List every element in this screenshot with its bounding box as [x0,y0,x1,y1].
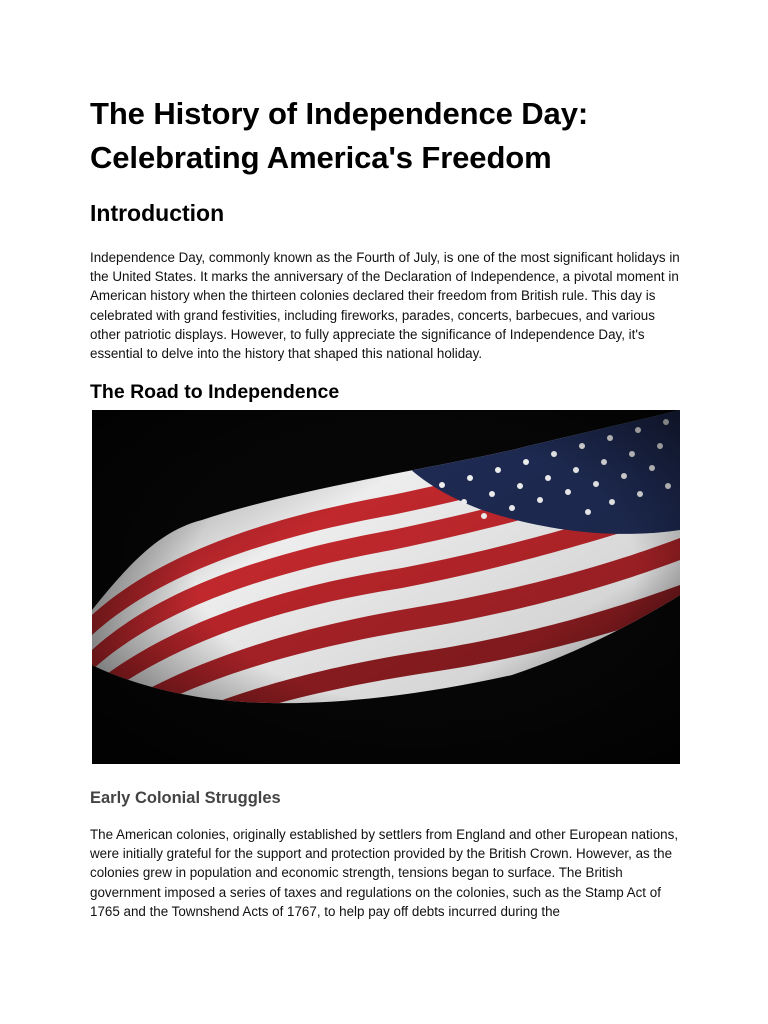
flag-illustration [92,410,680,764]
introduction-paragraph: Independence Day, commonly known as the Fourth of July, is one of the most significant holidays in the United States. It marks the anniversary of the Declaration of Independence, a pivotal moment in American history when the thirteen colonies declared their freedom from British rule. This day is celebrated with grand festivities, including fireworks, parades, concerts, barbecues, and various other patriotic displays. However, to fully appreciate the significance of Independence Day, it's essential to delve into the history that shaped this national holiday. [90,250,680,362]
section-heading-road-to-independence: The Road to Independence [90,381,340,403]
american-flag-image [92,410,680,764]
section-heading-early-colonial-struggles: Early Colonial Struggles [90,789,281,807]
early-colonial-paragraph: The American colonies, originally established by settlers from England and other European nations, were initially grateful for the support and protection provided by the British Crown. However, as the colonies grew in population and economic strength, tensions began to surface. The British government imposed a series of taxes and regulations on the colonies, such as the Stamp Act of 1765 and the Townshend Acts of 1767, to help pay off debts incurred during the [90,827,679,919]
section-heading-introduction: Introduction [90,200,225,226]
page-title: The History of Independence Day: Celebrating America's Freedom [90,96,589,175]
